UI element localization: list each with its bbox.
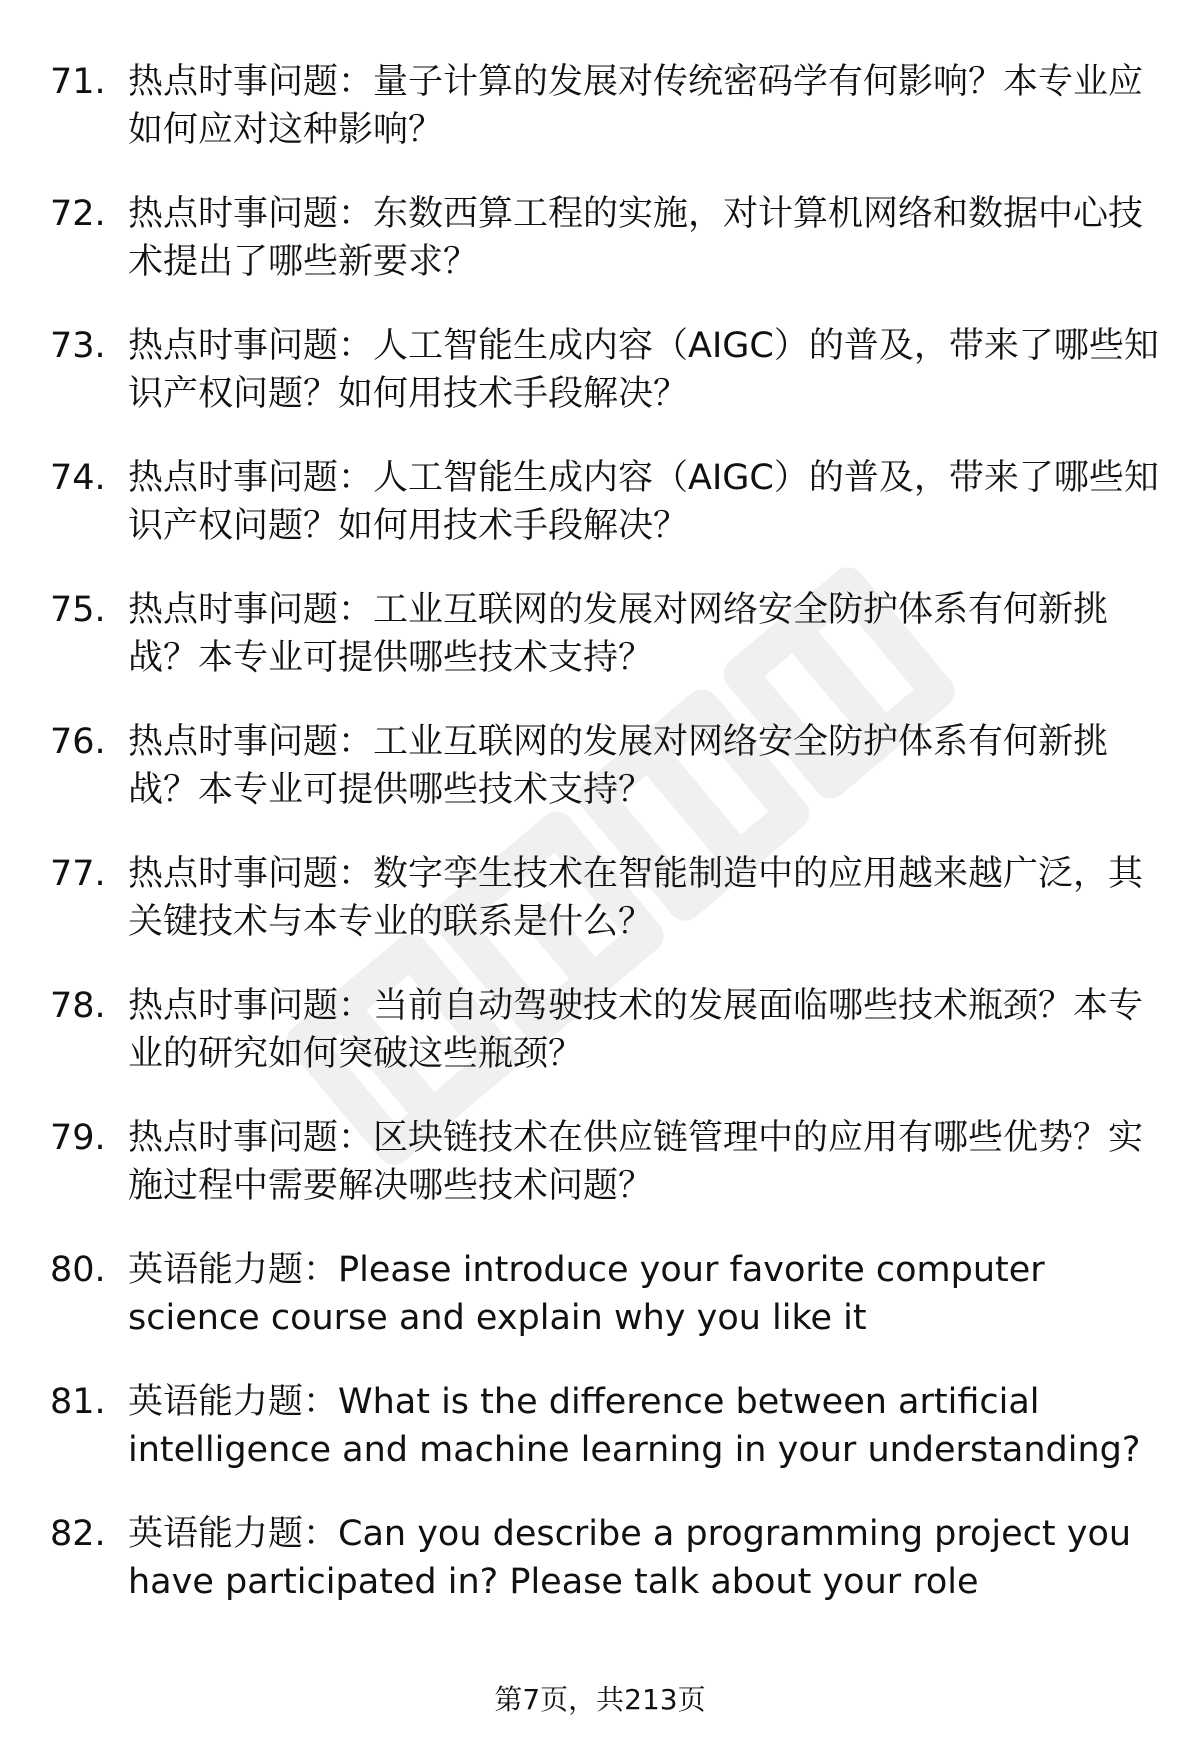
question-number: 82. [50, 1514, 106, 1554]
question-text: 热点时事问题：人工智能生成内容（AIGC）的普及，带来了哪些知识产权问题？如何用技术手段解决？ [128, 458, 1159, 546]
question-item [50, 1246, 1160, 1378]
question-number: 72. [50, 194, 106, 234]
question-text: 英语能力题：What is the difference between artificial intelligence and machine learning in your understanding? [128, 1382, 1141, 1470]
question-number: 79. [50, 1118, 106, 1158]
question-text: 热点时事问题：工业互联网的发展对网络安全防护体系有何新挑战？本专业可提供哪些技术支持？ [128, 722, 1109, 810]
question-item [50, 1378, 1160, 1510]
question-number: 81. [50, 1382, 106, 1422]
question-item [50, 982, 1160, 1114]
question-text: 英语能力题：Please introduce your favorite computer science course and explain why you like it [128, 1250, 1045, 1338]
question-item [50, 718, 1160, 850]
question-list [50, 58, 1160, 1642]
question-item [50, 454, 1160, 586]
page-footer: 第7页，共213页 [494, 1683, 706, 1716]
question-item [50, 1510, 1160, 1642]
question-number: 74. [50, 458, 106, 498]
question-item [50, 190, 1160, 322]
question-text: 英语能力题：Can you describe a programming project you have participated in? Please talk about your role [128, 1514, 1132, 1602]
question-number: 76. [50, 722, 106, 762]
question-number: 71. [50, 62, 106, 102]
question-text: 热点时事问题：数字孪生技术在智能制造中的应用越来越广泛，其关键技术与本专业的联系是什么？ [128, 854, 1144, 942]
question-number: 73. [50, 326, 106, 366]
question-item [50, 322, 1160, 454]
question-item [50, 58, 1160, 190]
question-number: 78. [50, 986, 106, 1026]
question-number: 80. [50, 1250, 106, 1290]
question-text: 热点时事问题：东数西算工程的实施，对计算机网络和数据中心技术提出了哪些新要求？ [128, 194, 1144, 282]
question-number: 77. [50, 854, 106, 894]
question-number: 75. [50, 590, 106, 630]
question-text: 热点时事问题：区块链技术在供应链管理中的应用有哪些优势？实施过程中需要解决哪些技术问题？ [128, 1118, 1144, 1206]
question-item [50, 1114, 1160, 1246]
question-item [50, 586, 1160, 718]
question-text: 热点时事问题：人工智能生成内容（AIGC）的普及，带来了哪些知识产权问题？如何用技术手段解决？ [128, 326, 1159, 414]
question-text: 热点时事问题：工业互联网的发展对网络安全防护体系有何新挑战？本专业可提供哪些技术支持？ [128, 590, 1109, 678]
question-text: 热点时事问题：量子计算的发展对传统密码学有何影响？本专业应如何应对这种影响？ [128, 62, 1144, 150]
question-text: 热点时事问题：当前自动驾驶技术的发展面临哪些技术瓶颈？本专业的研究如何突破这些瓶颈？ [128, 986, 1144, 1074]
question-item [50, 850, 1160, 982]
